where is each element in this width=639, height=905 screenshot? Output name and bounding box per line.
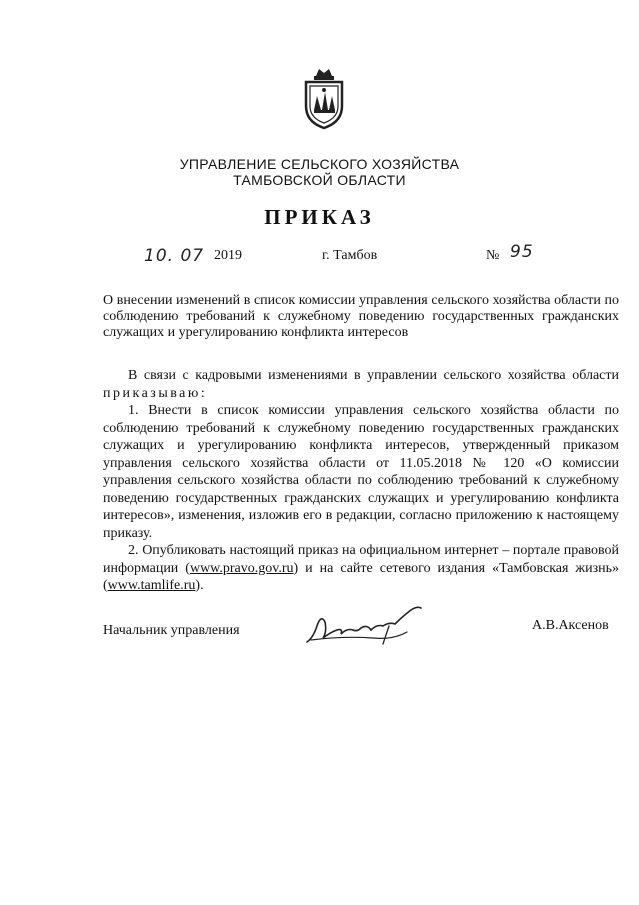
order-item-1: 1. Внести в список комиссии управления сельского хозяйства области по соблюдению требований к служебному поведению государственных гражданских служащих и урегулированию конфликта интересов, утвержденный приказом управления сельского хозяйства области от 11.05.2018 № 120 «О комиссии управления сельского хозяйства области по соблюдению требований к служебному поведению государственных гражданских служащих и урегулированию конфликта интересов», изменения, изложив его в редакции, согласно приложению к настоящему приказу. [103,403,619,541]
tamlife-link[interactable]: www.tamlife.ru [107,578,196,593]
signer-position: Начальник управления [103,623,240,638]
order-body [103,367,619,595]
signer-name: А.В.Аксенов [532,618,609,633]
handwritten-signature-icon [303,602,427,650]
order-year: 2019 [214,248,242,263]
order-number-prefix: № [486,248,500,263]
order-subject: О внесении изменений в список комиссии управления сельского хозяйства области по соблюдению требований к служебному поведению государственных гражданских служащих и урегулированию конфликта интересов [103,293,619,340]
handwritten-date: 10. 07 [144,246,205,266]
intro-paragraph: В связи с кадровыми изменениями в управлении сельского хозяйства области приказываю: [103,368,619,401]
document-title: ПРИКАЗ [264,205,375,229]
order-city: г. Тамбов [322,248,378,263]
organization-name-line1: УПРАВЛЕНИЕ СЕЛЬСКОГО ХОЗЯЙСТВА [179,156,460,172]
organization-name-line2: ТАМБОВСКОЙ ОБЛАСТИ [233,172,406,188]
handwritten-order-number: 95 [510,242,534,262]
coat-of-arms-icon [302,66,346,130]
pravo-link[interactable]: www.pravo.gov.ru [189,560,294,576]
order-item-2: 2. Опубликовать настоящий приказ на официальном интернет – портале правовой информации (www.pravo.gov.ru) и на сайте сетевого издания «Тамбовская жизнь» (www.tamlife.ru). [103,543,620,593]
